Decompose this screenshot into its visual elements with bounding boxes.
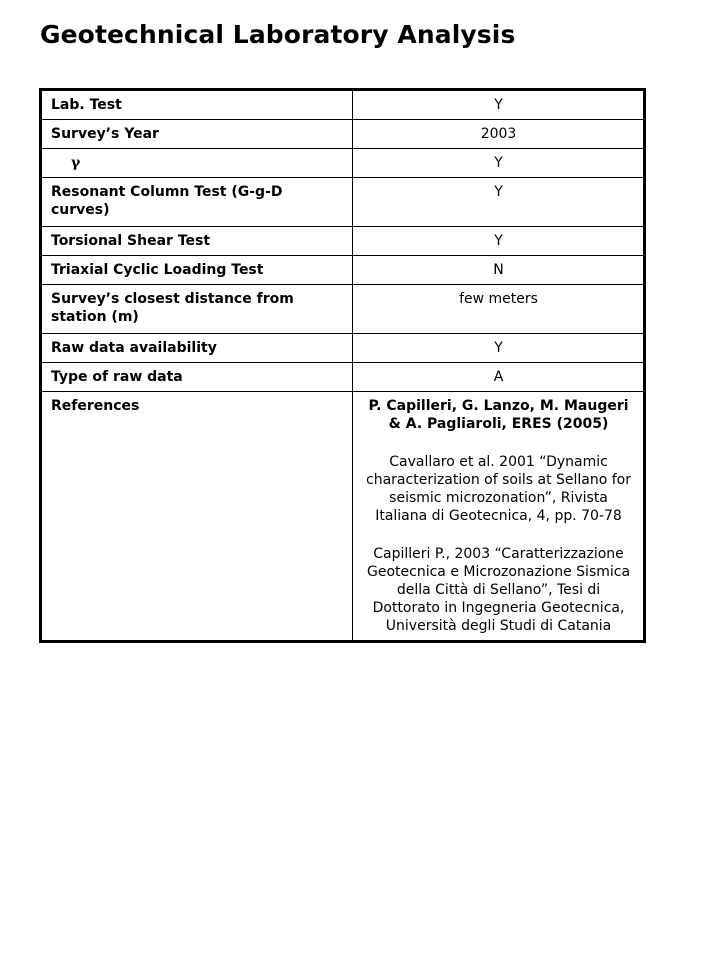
page-title: Geotechnical Laboratory Analysis [40,20,516,49]
table-row [41,120,645,149]
table-row [41,334,645,363]
row-value-closest-distance: few meters [353,285,645,334]
reference-entry: P. Capilleri, G. Lanzo, M. Maugeri & A. Pagliaroli, ERES (2005) [368,398,629,432]
table-row [41,149,645,178]
row-value-raw-data-type: A [353,363,645,392]
row-label-gamma-cell [41,149,353,178]
row-value-resonant-column: Y [353,178,645,227]
row-value-raw-data-availability: Y [353,334,645,363]
row-label-resonant-column: Resonant Column Test (G-g-D curves) [41,178,353,227]
row-value-torsional-shear: Y [353,227,645,256]
row-value-triaxial-cyclic: N [353,256,645,285]
row-value-gamma: Y [353,149,645,178]
row-label-survey-year: Survey’s Year [41,120,353,149]
row-label-gamma: γ [71,155,81,171]
row-label-triaxial-cyclic: Triaxial Cyclic Loading Test [41,256,353,285]
row-label-raw-data-type: Type of raw data [41,363,353,392]
row-label-raw-data-availability: Raw data availability [41,334,353,363]
row-value-survey-year: 2003 [353,120,645,149]
row-label-references: References [41,392,353,642]
row-label-lab-test: Lab. Test [41,90,353,120]
row-label-closest-distance: Survey’s closest distance from station (m) [41,285,353,334]
reference-entry: Capilleri P., 2003 “Caratterizzazione Geotecnica e Microzonazione Sismica della Città di Sellano”, Tesi di Dottorato in Ingegneria Geotecnica, Università degli Studi di Catania [367,546,631,634]
reference-entry: Cavallaro et al. 2001 “Dynamic characterization of soils at Sellano for seismic microzonation”, Rivista Italiana di Geotecnica, 4, pp. 70-78 [366,454,631,524]
row-value-lab-test: Y [353,90,645,120]
references-cell [353,392,645,642]
table-row [41,285,645,334]
table-row [41,363,645,392]
table-row [41,256,645,285]
table-row [41,90,645,120]
table-row [41,392,645,642]
lab-analysis-table [39,88,646,643]
row-label-torsional-shear: Torsional Shear Test [41,227,353,256]
table-row [41,178,645,227]
table-row [41,227,645,256]
